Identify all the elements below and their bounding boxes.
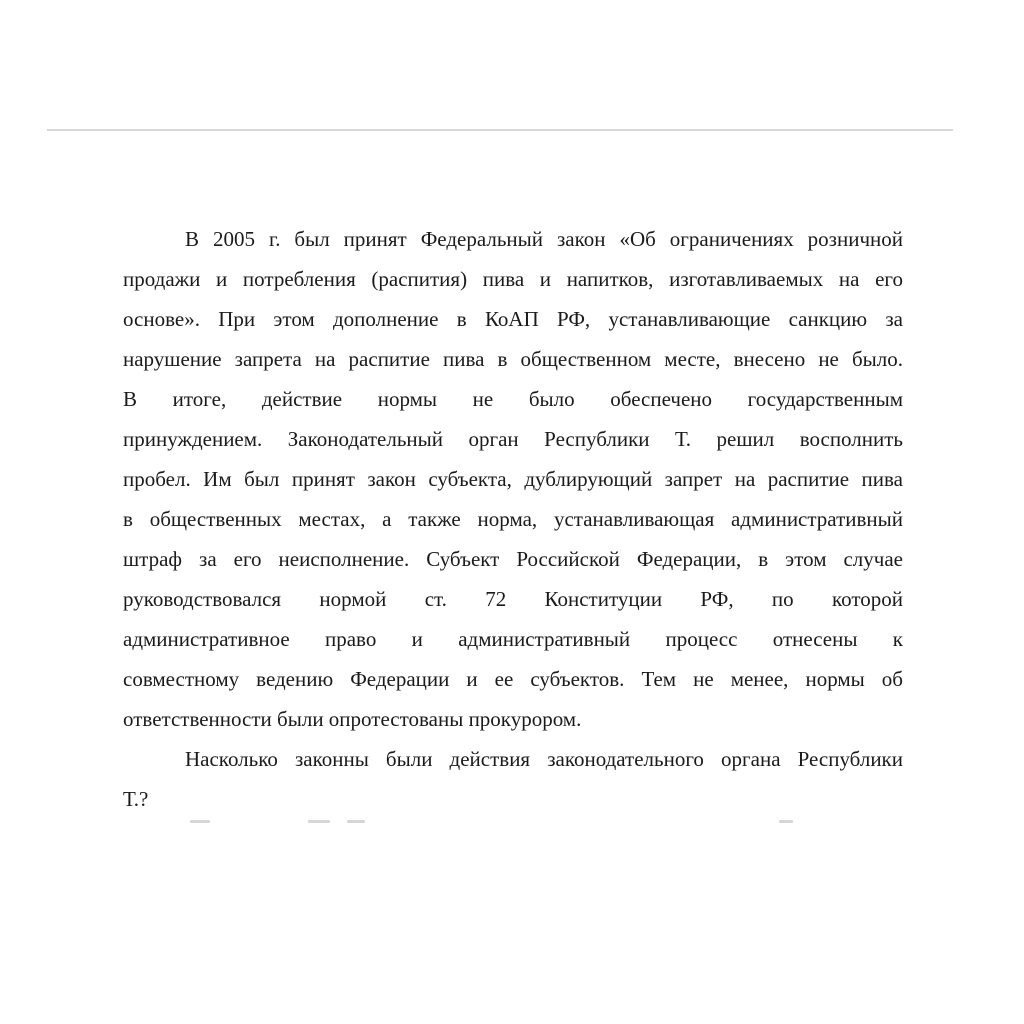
text-line: штраф за его неисполнение. Субъект Российской Федерации, в этом случае xyxy=(123,547,903,571)
text-line: основе». При этом дополнение в КоАП РФ, устанавливающие санкцию за xyxy=(123,307,903,331)
text-line: в общественных местах, а также норма, устанавливающая административный xyxy=(123,507,903,531)
text-line: Т.? xyxy=(123,787,149,811)
text-line: Насколько законны были действия законодательного органа Республики xyxy=(185,747,903,771)
text-line: нарушение запрета на распитие пива в общественном месте, внесено не было. xyxy=(123,347,903,371)
cut-off-text-line xyxy=(0,819,1024,827)
text-line: продажи и потребления (распития) пива и напитков, изготавливаемых на его xyxy=(123,267,903,291)
text-line: административное право и административный процесс отнесены к xyxy=(123,627,903,651)
document-text xyxy=(123,219,903,819)
cut-off-text-fragment xyxy=(308,820,330,823)
cut-off-text-fragment xyxy=(779,820,793,823)
text-line: совместному ведению Федерации и ее субъектов. Тем не менее, нормы об xyxy=(123,667,903,691)
page-separator-line xyxy=(47,129,953,131)
text-line: руководствовался нормой ст. 72 Конституции РФ, по которой xyxy=(123,587,903,611)
cut-off-text-fragment xyxy=(190,820,210,823)
text-line: принуждением. Законодательный орган Республики Т. решил восполнить xyxy=(123,427,903,451)
text-line: В 2005 г. был принят Федеральный закон «Об ограничениях розничной xyxy=(185,227,903,251)
text-line: В итоге, действие нормы не было обеспечено государственным xyxy=(123,387,903,411)
text-line: пробел. Им был принят закон субъекта, дублирующий запрет на распитие пива xyxy=(123,467,903,491)
cut-off-text-fragment xyxy=(347,820,365,823)
text-line: ответственности были опротестованы прокурором. xyxy=(123,707,582,731)
